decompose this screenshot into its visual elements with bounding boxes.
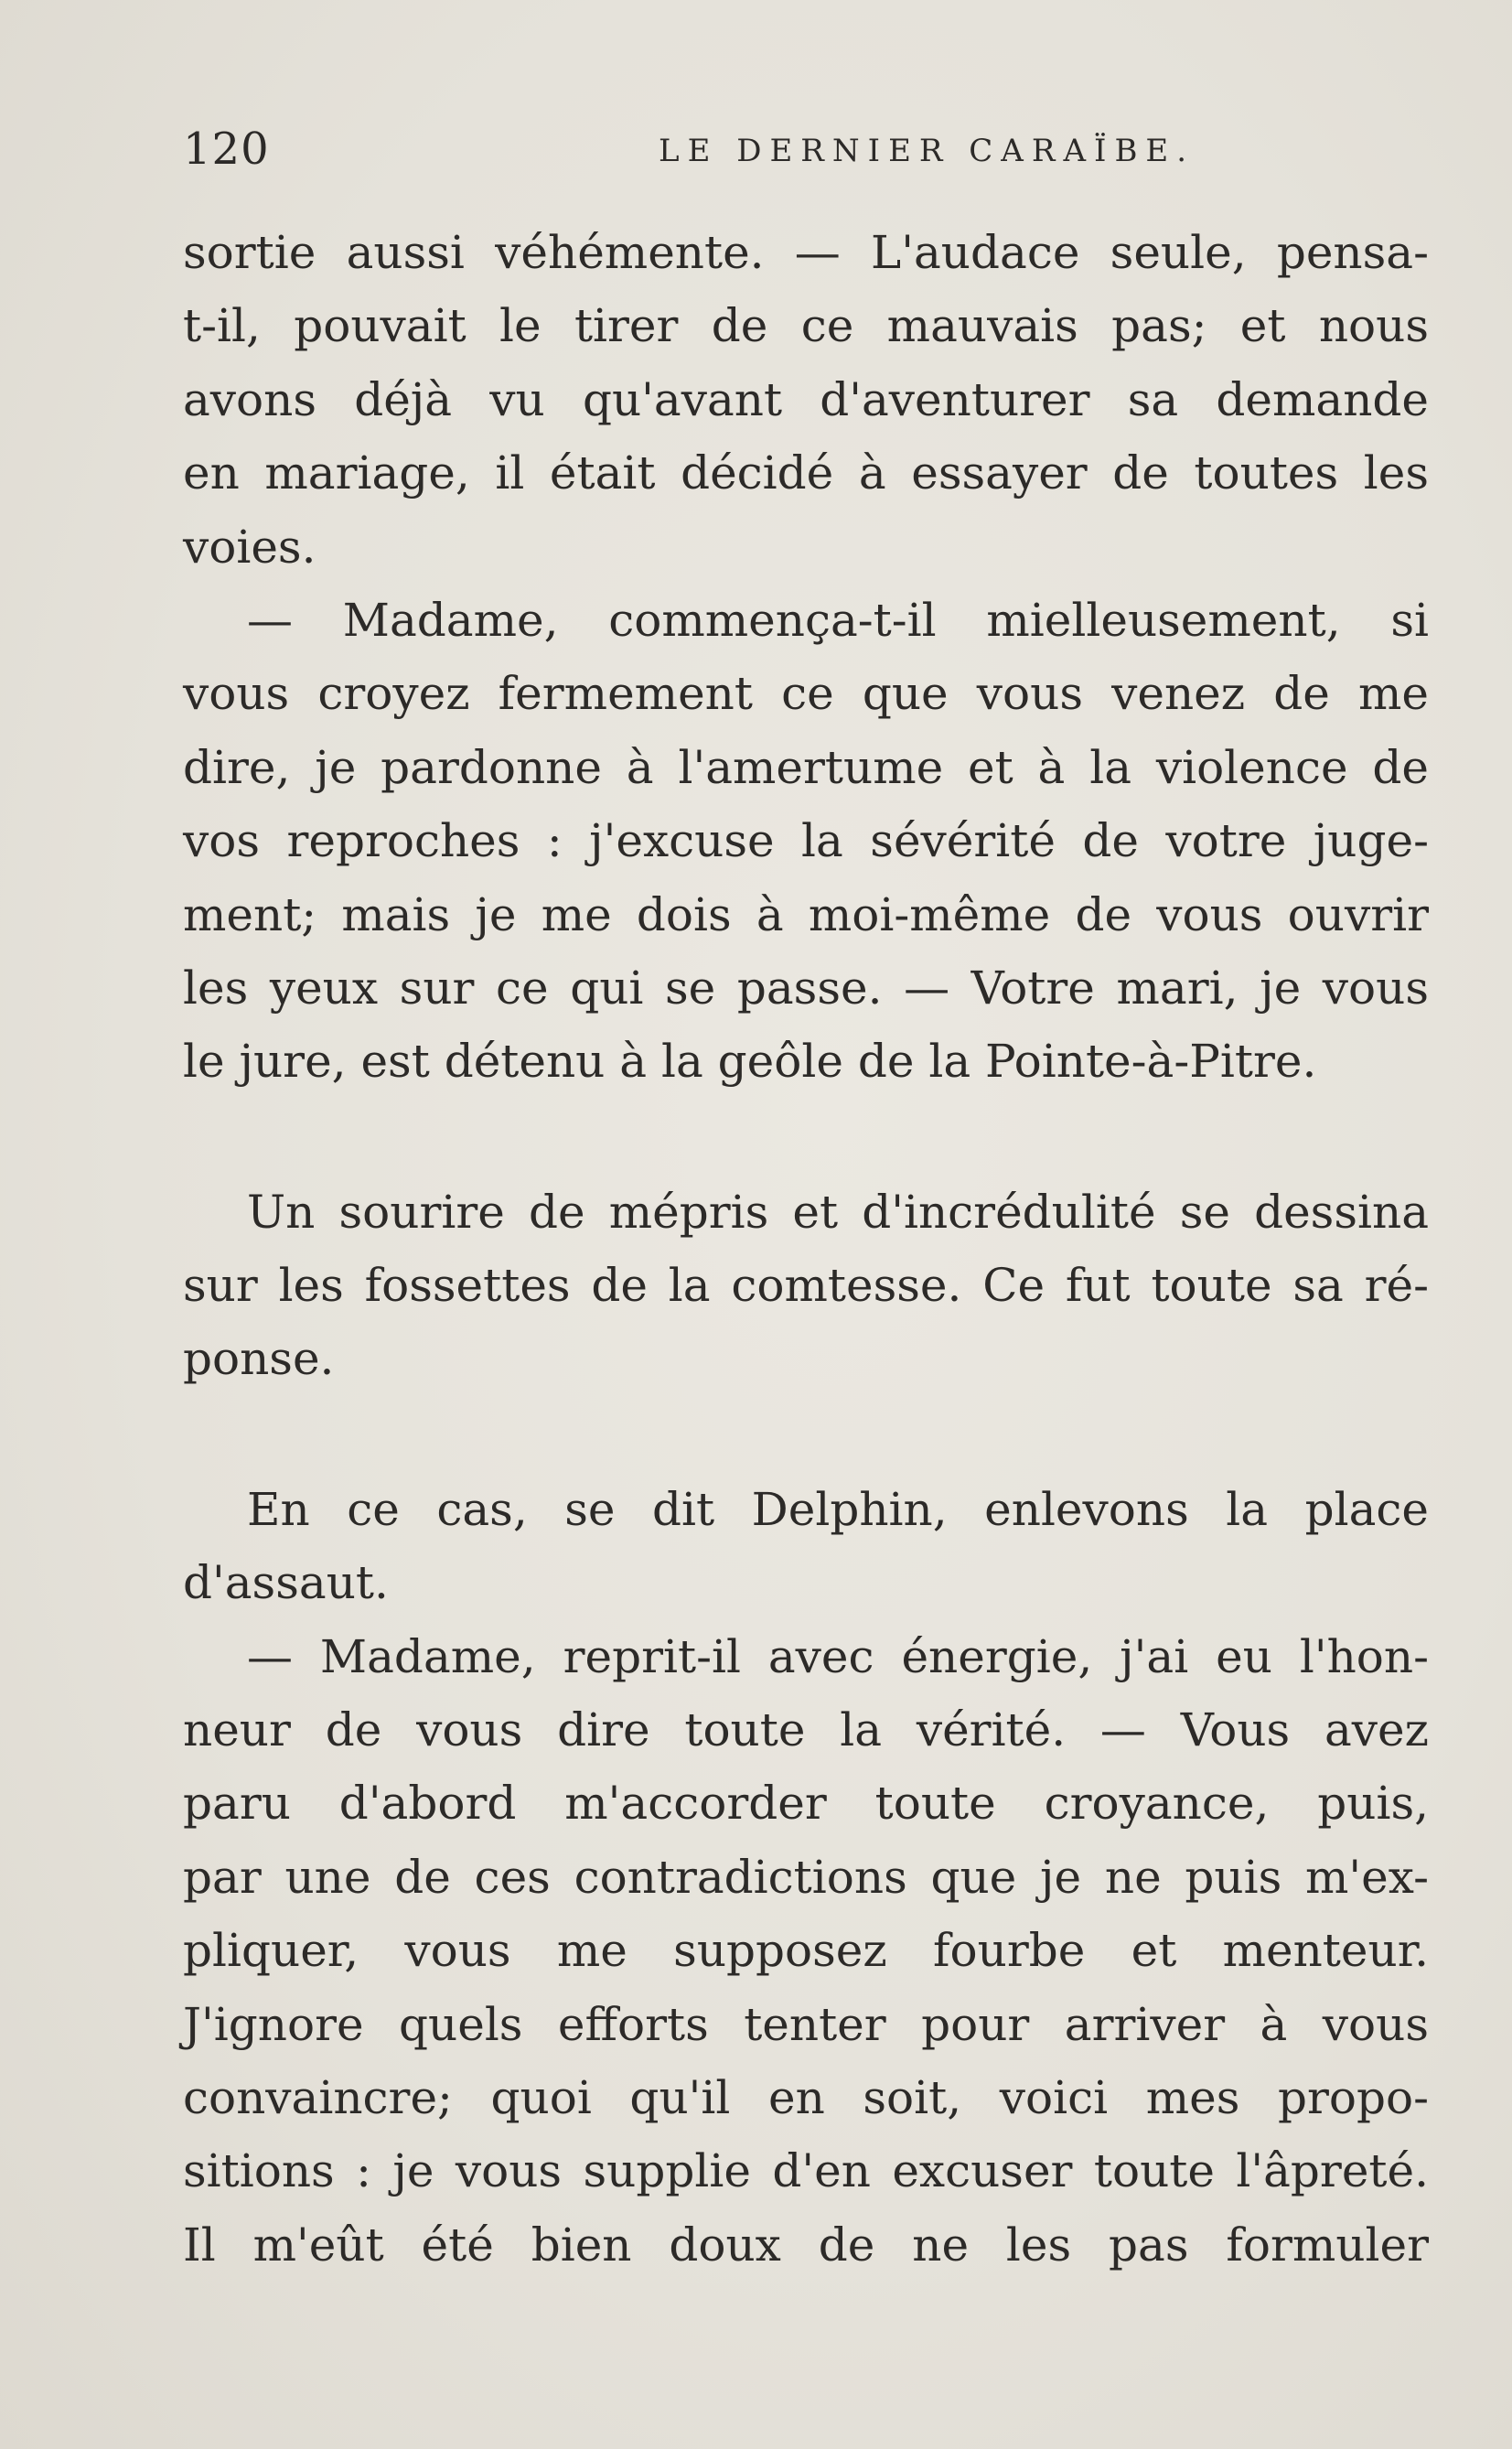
body-text xyxy=(183,216,1429,2282)
text-line: avons déjà vu qu'avant d'aventurer sa demande xyxy=(183,372,1429,426)
text-line: le jure, est détenu à la geôle de la Pointe-à-Pitre. xyxy=(183,1035,1317,1089)
paragraph-gap xyxy=(183,1396,1429,1473)
paragraph-4 xyxy=(183,1473,1429,1620)
text-line: sitions : je vous supplie d'en excuser toute l'âpreté. xyxy=(183,2144,1429,2198)
paragraph-2 xyxy=(183,584,1429,1099)
text-line: par une de ces contradictions que je ne puis m'ex- xyxy=(183,1850,1429,1904)
text-line: sortie aussi véhémente. — L'audace seule, pensa- xyxy=(183,226,1429,279)
page-number: 120 xyxy=(183,124,270,175)
text-line: — Madame, reprit-il avec énergie, j'ai eu l'hon- xyxy=(247,1629,1429,1683)
paragraph-5 xyxy=(183,1620,1429,2283)
text-line: Il m'eût été bien doux de ne les pas formuler xyxy=(183,2218,1429,2272)
text-line: Un sourire de mépris et d'incrédulité se dessina xyxy=(247,1185,1429,1239)
paragraph-gap xyxy=(183,1099,1429,1176)
text-line: en mariage, il était décidé à essayer de toutes les xyxy=(183,446,1429,500)
text-line: neur de vous dire toute la vérité. — Vous avez xyxy=(183,1703,1429,1757)
text-line: les yeux sur ce qui se passe. — Votre mari, je vous xyxy=(183,961,1429,1015)
text-line: voies. xyxy=(183,520,316,574)
text-line: vos reproches : j'excuse la sévérité de votre juge- xyxy=(183,814,1429,868)
paragraph-1 xyxy=(183,216,1429,584)
text-line: sur les fossettes de la comtesse. Ce fut toute sa ré- xyxy=(183,1259,1429,1313)
paragraph-3 xyxy=(183,1176,1429,1396)
text-line: t-il, pouvait le tirer de ce mauvais pas; et nous xyxy=(183,299,1429,353)
text-line: ment; mais je me dois à moi-même de vous ouvrir xyxy=(183,887,1429,941)
text-line: vous croyez fermement ce que vous venez de me xyxy=(183,667,1429,721)
text-line: d'assaut. xyxy=(183,1556,389,1610)
page-header xyxy=(183,117,1427,181)
running-title: LE DERNIER CARAÏBE. xyxy=(659,133,1196,169)
text-line: ponse. xyxy=(183,1332,335,1386)
text-line: En ce cas, se dit Delphin, enlevons la place xyxy=(247,1482,1429,1536)
text-line: convaincre; quoi qu'il en soit, voici mes propo- xyxy=(183,2070,1429,2124)
text-line: pliquer, vous me supposez fourbe et menteur. xyxy=(183,1924,1429,1978)
text-line: J'ignore quels efforts tenter pour arriver à vous xyxy=(183,1997,1429,2051)
text-line: — Madame, commença-t-il mielleusement, si xyxy=(247,593,1429,647)
text-line: paru d'abord m'accorder toute croyance, puis, xyxy=(183,1777,1429,1831)
text-line: dire, je pardonne à l'amertume et à la violence de xyxy=(183,740,1429,794)
